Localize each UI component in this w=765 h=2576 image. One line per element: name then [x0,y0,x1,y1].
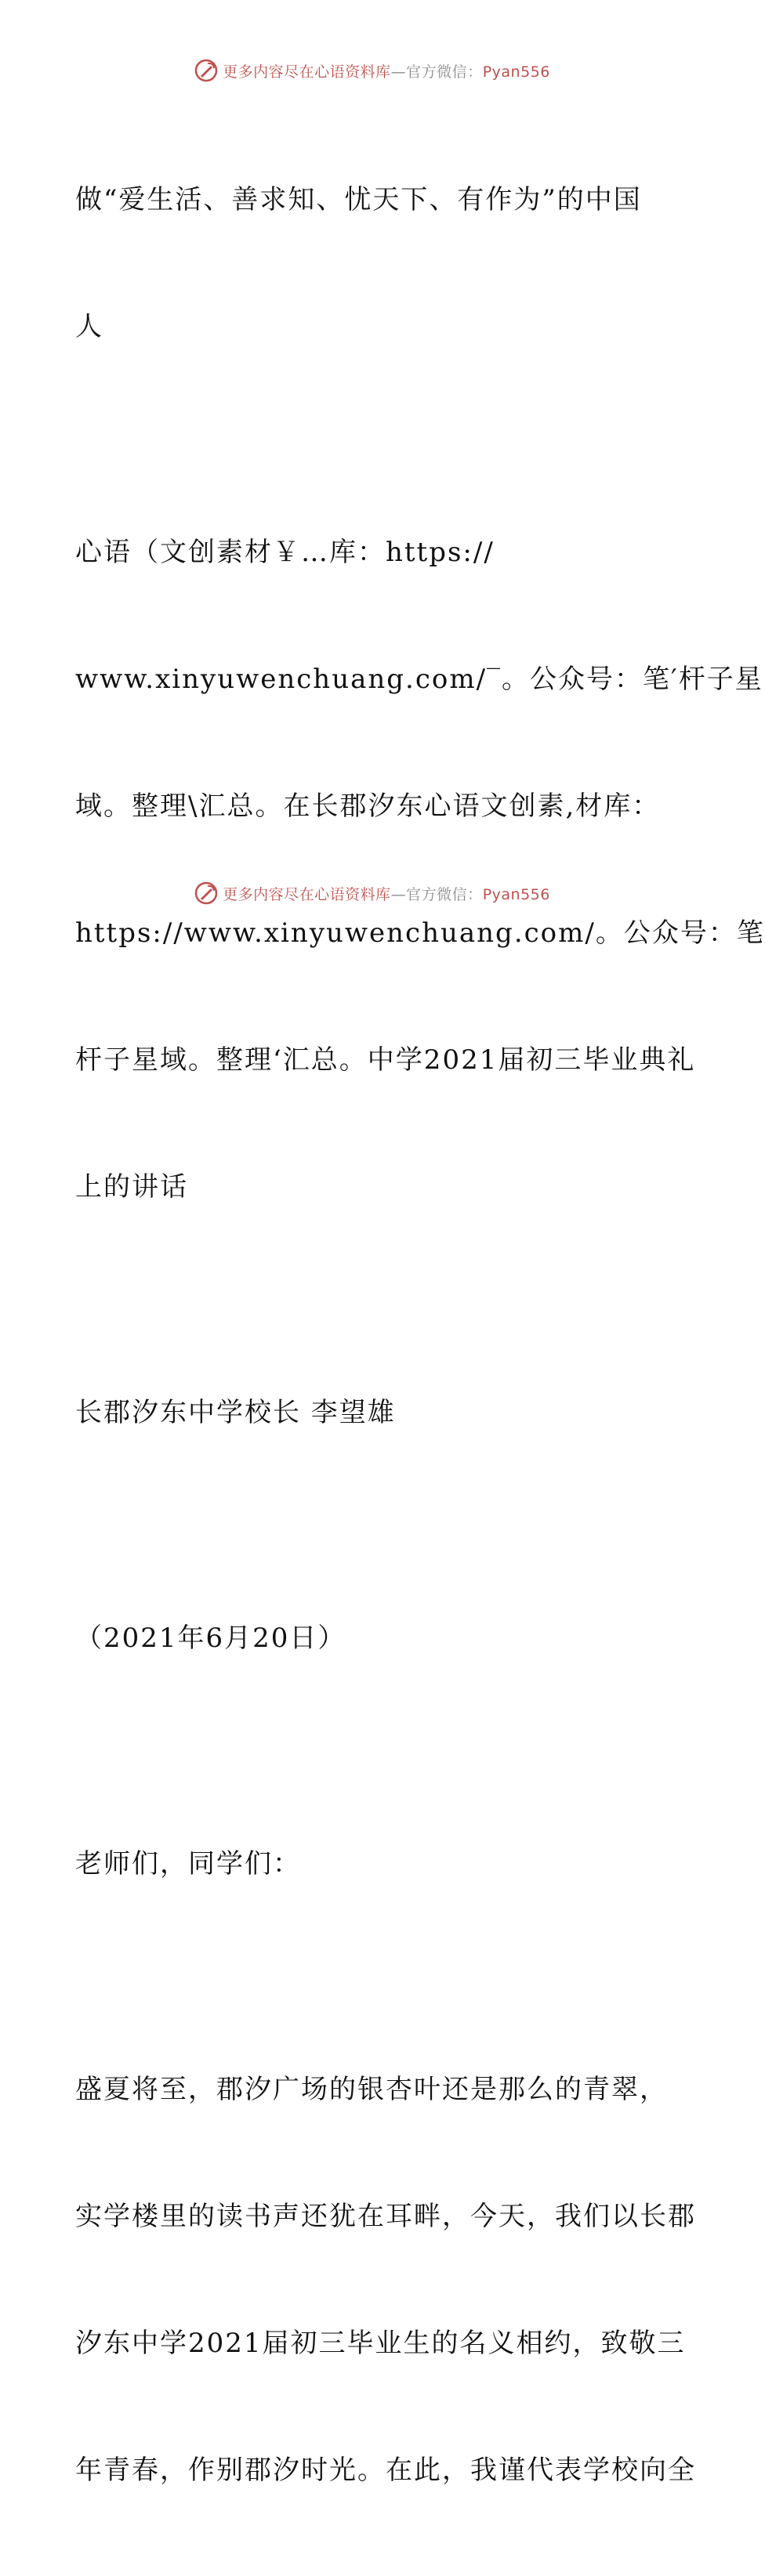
date-line [75,1532,669,1744]
source-paragraph [75,447,765,1293]
header-banner [0,55,745,86]
quill-seal-icon [194,59,218,82]
source-line: 上的讲话 [75,1171,188,1203]
body-line: 盛夏将至，郡汐广场的银杏叶还是那么的青翠， [75,2074,668,2105]
document-body [75,94,765,2576]
banner-wechat-label: 官方微信： [406,63,483,81]
banner-dash: — [390,885,407,903]
banner-dash: — [390,63,407,81]
source-line: 心语（文创素材￥…库：https:// [75,537,495,568]
body-line: 汐东中学2021届初三毕业生的名义相约，致敬三 [75,2328,686,2359]
banner-wechat-id: Pyan556 [482,63,550,81]
greeting-line [75,1758,669,1970]
source-line: 域。整理\汇总。在长郡汐东心语文创素,材库： [75,791,661,822]
body-paragraph [75,1984,696,2576]
banner-text [223,60,550,81]
banner-text [223,883,550,904]
title-line: 人 [75,311,103,342]
source-line: https://www.xinyuwenchuang.com/。公众号：笔 [75,917,765,949]
author-line [75,1307,669,1518]
greeting-text: 老师们，同学们： [75,1848,301,1880]
source-line: www.xinyuwenchuang.com/‾。公众号：笔′杆子星 [75,664,763,695]
quill-seal-icon [194,881,218,905]
author-text: 长郡汐东中学校长 李望雄 [75,1397,396,1428]
footer-banner [0,877,745,909]
banner-wechat-id: Pyan556 [482,885,550,903]
source-line: 杆子星域。整理‘汇总。中学2021届初三毕业典礼 [75,1044,696,1076]
body-line: 实学楼里的读书声还犹在耳畔，今天，我们以长郡 [75,2201,696,2232]
title-line: 做“爱生活、善求知、忧天下、有作为”的中国 [75,184,642,215]
document-title [75,94,669,432]
banner-wechat-label: 官方微信： [406,885,483,903]
banner-main-text: 更多内容尽在心语资料库 [223,63,391,81]
body-line: 年青春，作别郡汐时光。在此，我谨代表学校向全 [75,2455,696,2486]
date-text: （2021年6月20日） [75,1623,346,1654]
banner-main-text: 更多内容尽在心语资料库 [223,885,391,903]
